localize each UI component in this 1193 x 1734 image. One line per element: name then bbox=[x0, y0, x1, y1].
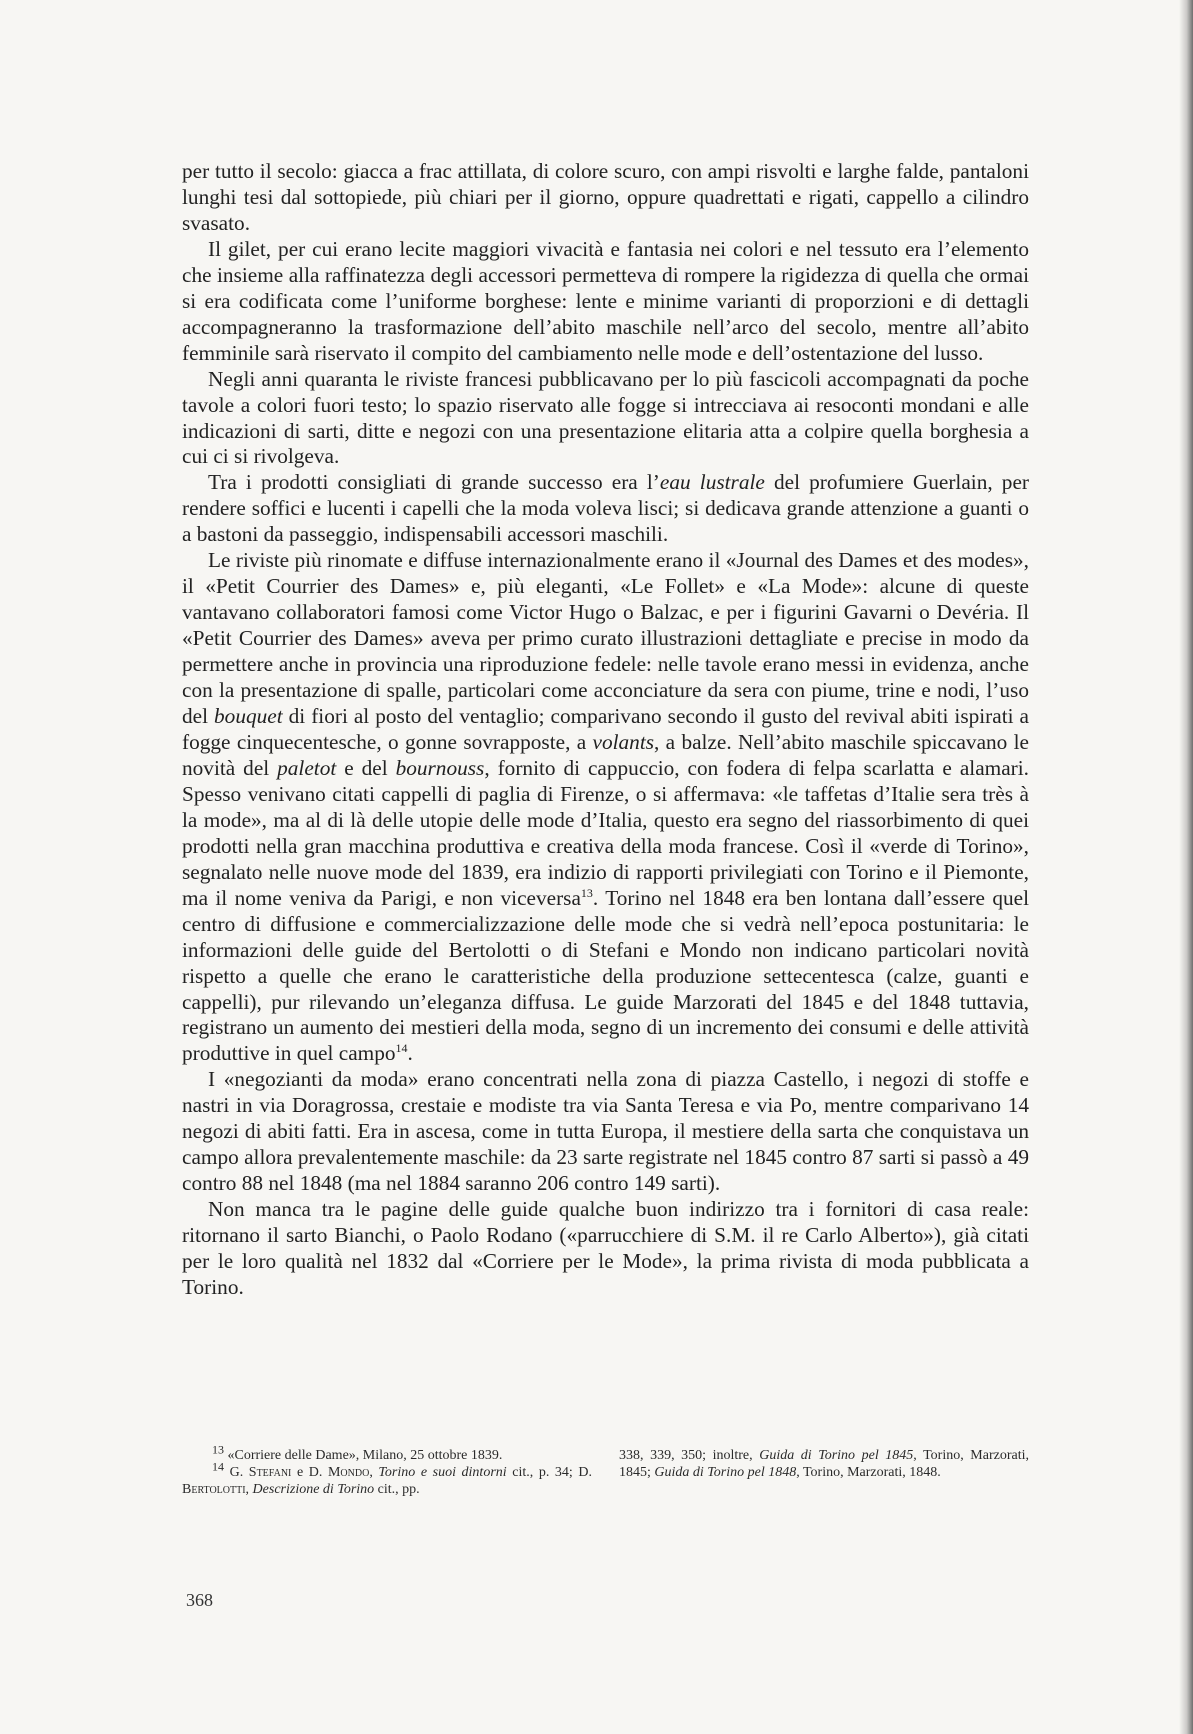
footnote-mark: 13 bbox=[212, 1442, 224, 1457]
footnotes bbox=[182, 1442, 1029, 1498]
footnote-mark: 14 bbox=[212, 1459, 224, 1474]
footnote-14: $^{14}$ G. Stefani e D. Mondo, Torino e suoi dintorni cit., p. 34; D. Bertolotti, Descrizione di Torino cit., pp. bbox=[182, 1459, 592, 1497]
paragraph: Negli anni quaranta le riviste francesi pubblicavano per lo più fascicoli accompagnati da poche tavole a colori fuori testo; lo spazio riservato alle fogge si intrecciava ai resoconti mondani e alle indicazioni di sarti, ditte e negozi con una presentazione elitaria atta a colpire quella borghesia a cui ci si rivolgeva. bbox=[182, 366, 1029, 469]
italic-term: paletot bbox=[277, 755, 337, 780]
page-edge-shadow bbox=[1179, 0, 1193, 1734]
italic-term: bouquet bbox=[214, 704, 283, 729]
footnotes-left-column bbox=[182, 1442, 592, 1498]
body-text bbox=[182, 159, 1029, 1301]
footnote-ref-13[interactable]: 13 bbox=[580, 885, 593, 900]
footnote-ref-14[interactable]: 14 bbox=[395, 1041, 408, 1056]
paragraph: Il gilet, per cui erano lecite maggiori vivacità e fantasia nei colori e nel tessuto era l’elemento che insieme alla raffinatezza degli accessori permetteva di rompere la rigidezza di quella che ormai si era codificata come l’uniforme borghese: lente e minime varianti di proporzioni e di dettagli accompagneranno la trasformazione dell’abito maschile nell’arco del secolo, mentre all’abito femminile sarà riservato il compito del cambiamento nelle mode e dell’ostentazione del lusso. bbox=[182, 236, 1029, 365]
paragraph: Le riviste più rinomate e diffuse internazionalmente erano il «Journal des Dames et des modes», il «Petit Courrier des Dames» e, più eleganti, «Le Follet» e «La Mode»: alcune di queste vantavano collaboratori famosi come Victor Hugo o Balzac, e per i figurini Gavarni o Devéria. Il «Petit Courrier des Dames» aveva per primo curato illustrazioni dettagliate e precise in modo da permettere anche in provincia una riproduzione fedele: nelle tavole erano messi in evidenza, anche con la presentazione di spalle, particolari come acconciature da sera con piume, trine e nodi, l’uso del bouquet di fiori al posto del ventaglio; comparivano secondo il gusto del revival abiti ispirati a fogge cinquecentesche, o gonne sovrapposte, a volants, a balze. Nell’abito maschile spiccavano le novità del paletot e del bournouss, fornito di cappuccio, con fodera di felpa scarlatta e alamari. Spesso venivano citati cappelli di paglia di Firenze, o si affermava: «le taffetas d’Italie sera très à la mode», ma al di là delle utopie delle mode d’Italia, questo era segno del riassorbimento di quei prodotti nella gran macchina produttiva e creativa della moda francese. Così il «verde di Torino», segnalato nelle nuove mode del 1839, era indizio di rapporti privilegiati con Torino e il Piemonte, ma il nome veniva da Parigi, e non viceversa$^{13}$. Torino nel 1848 era ben lontana dall’essere quel centro di diffusione e commercializzazione delle mode che si vedrà nell’epoca postunitaria: le informazioni delle guide del Bertolotti o di Stefani e Mondo non indicano particolari novità rispetto a quelle che erano le caratteristiche della produzione settecentesca (calze, guanti e cappelli), pur rilevando un’eleganza diffusa. Le guide Marzorati del 1845 e del 1848 tuttavia, registrano un aumento dei mestieri della moda, segno di un incremento dei consumi e delle attività produttive in quel campo$^{14}$. bbox=[182, 548, 1030, 1066]
paragraph: Non manca tra le pagine delle guide qualche buon indirizzo tra i fornitori di casa reale: ritornano il sarto Bianchi, o Paolo Rodano («parrucchiere di S.M. il re Carlo Alberto»), già citati per le loro qualità nel 1832 dal «Corriere per le Mode», la prima rivista di moda pubblicata a Torino. bbox=[182, 1197, 1029, 1299]
paragraph: per tutto il secolo: giacca a frac attillata, di colore scuro, con ampi risvolti e larghe falde, pantaloni lunghi tesi dal sottopiede, più chiari per il giorno, oppure quadrettati e rigati, cappello a cilindro svasato. bbox=[182, 159, 1029, 235]
footnotes-right-column bbox=[619, 1447, 1029, 1498]
italic-term: bournouss bbox=[395, 755, 485, 780]
footnote-13: $^{13}$ «Corriere delle Dame», Milano, 25 ottobre 1839. bbox=[212, 1442, 503, 1463]
page-number: 368 bbox=[186, 1590, 213, 1610]
italic-term: eau lustrale bbox=[659, 470, 765, 495]
paragraph: Tra i prodotti consigliati di grande successo era l’eau lustrale del profumiere Guerlain, per rendere soffici e lucenti i capelli che la moda voleva lisci; si dedicava grande attenzione a guanti o a bastoni da passeggio, indispensabili accessori maschili. bbox=[182, 470, 1030, 547]
italic-term: volants bbox=[592, 729, 655, 754]
footnote-14-continued: 338, 339, 350; inoltre, Guida di Torino pel 1845, Torino, Marzorati, 1845; Guida di Torino pel 1848, Torino, Marzorati, 1848. bbox=[619, 1448, 1029, 1480]
paragraph: I «negozianti da moda» erano concentrati nella zona di piazza Castello, i negozi di stoffe e nastri in via Doragrossa, crestaie e modiste tra via Santa Teresa e via Po, mentre comparivano 14 negozi di abiti fatti. Era in ascesa, come in tutta Europa, il mestiere della sarta che conquistava un campo allora prevalentemente maschile: da 23 sarte registrate nel 1845 contro 87 sarti si passò a 49 contro 88 nel 1848 (ma nel 1884 saranno 206 contro 149 sarti). bbox=[182, 1067, 1029, 1196]
